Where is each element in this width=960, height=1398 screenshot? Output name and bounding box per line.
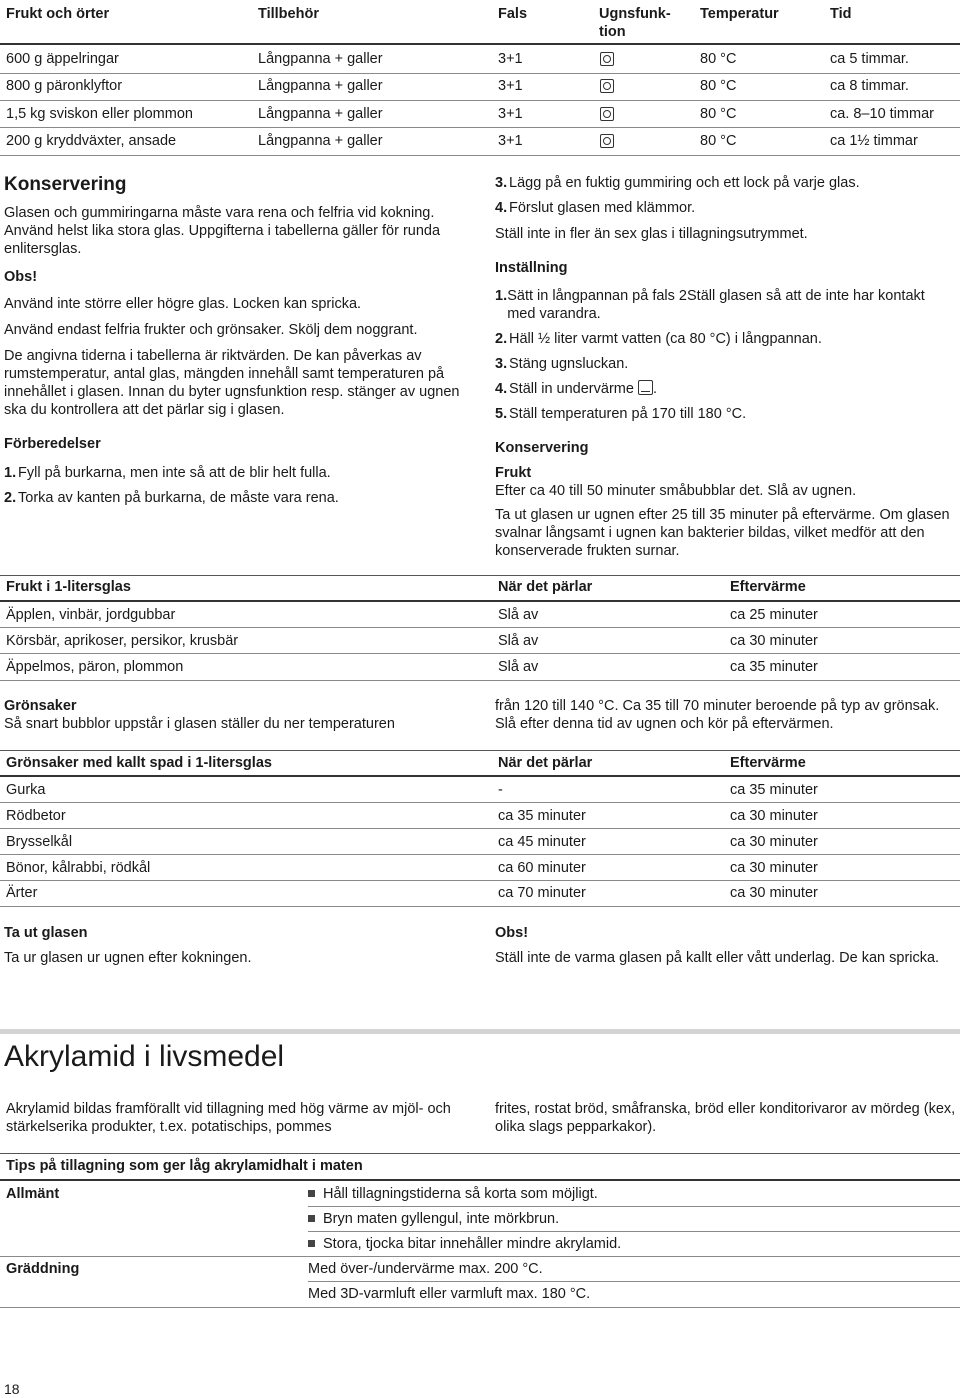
- row-rule: [0, 906, 960, 907]
- page-title: Akrylamid i livsmedel: [4, 1040, 285, 1073]
- setting-step: 2. Häll ½ liter varmt vatten (ca 80 °C) i långpannan.: [495, 331, 822, 347]
- prep-step: 2. Torka av kanten på burkarna, de måste vara rena.: [4, 490, 339, 506]
- row-rule: [0, 73, 960, 74]
- prep-step: 4. Förslut glasen med klämmor.: [495, 200, 696, 216]
- tips-header: Tips på tillagning som ger låg akrylamidhalt i maten: [6, 1158, 363, 1174]
- row-rule: [0, 100, 960, 101]
- row-rule: [0, 1307, 960, 1308]
- fan-icon: [600, 134, 614, 148]
- vegetables-left: [4, 697, 464, 733]
- table-rule: [0, 1179, 960, 1181]
- take-out-left: [4, 924, 464, 967]
- vegetables-text: från 120 till 140 °C. Ca 35 till 70 minuter beroende på typ av grönsak. Slå efter denna tid av ugnen och kör på eftervärmen.: [495, 698, 940, 732]
- col-header-fruit: Frukt och örter: [6, 6, 110, 22]
- col-header-temperature: Temperatur: [700, 6, 779, 22]
- max-jars-text: Ställ inte in fler än sex glas i tillagningsutrymmet.: [495, 226, 808, 242]
- vegetables-text: Så snart bubblor uppstår i glasen ställer du ner temperaturen: [4, 716, 395, 732]
- acrylamide-text: frites, rostat bröd, småfranska, bröd eller konditorivaror av mördeg (kex, olika slags pepparkakor).: [495, 1101, 956, 1135]
- bullet-icon: [308, 1215, 315, 1222]
- konservering-right: [495, 174, 957, 560]
- bullet-icon: [308, 1190, 315, 1197]
- setting-step: 3. Stäng ugnsluckan.: [495, 356, 629, 372]
- obs-text: Ställ inte de varma glasen på kallt eller vått underlag. De kan spricka.: [495, 950, 940, 966]
- baking-label: Gräddning: [6, 1261, 80, 1277]
- table-rule: [0, 600, 960, 602]
- col-header-when-pearls: När det pärlar: [498, 579, 593, 595]
- konservering-subtitle: Konservering: [495, 440, 589, 456]
- row-rule: [308, 1206, 960, 1207]
- col-header-when-pearls: När det pärlar: [498, 755, 593, 771]
- section-title: Konservering: [4, 174, 127, 195]
- table-rule: [0, 1153, 960, 1154]
- general-label: Allmänt: [6, 1186, 60, 1202]
- setting-step: 4. Ställ in undervärme .: [495, 381, 657, 397]
- acrylamide-text: Akrylamid bildas framförallt vid tillagning med hög värme av mjöl- och stärkelserika produkter, t.ex. potatischips, pommes: [6, 1101, 451, 1135]
- table-rule: [0, 43, 960, 45]
- row-rule: [0, 155, 960, 156]
- list-item: Med över-/undervärme max. 200 °C.: [308, 1261, 543, 1277]
- col-header-level: Fals: [498, 6, 528, 22]
- list-item: Bryn maten gyllengul, inte mörkbrun.: [308, 1210, 559, 1228]
- take-out-title: Ta ut glasen: [4, 925, 88, 941]
- vegetables-title: Grönsaker: [4, 698, 77, 714]
- fruit-text: Ta ut glasen ur ugnen efter 25 till 35 minuter på eftervärme. Om glasen svalnar långsamt i ugnen kan bakterier bildas, vilket medför att den konserverade frukten surnar.: [495, 507, 950, 559]
- list-item: Håll tillagningstiderna så korta som möjligt.: [308, 1185, 598, 1203]
- section-bar: [0, 1029, 960, 1034]
- take-out-text: Ta ur glasen ur ugnen efter kokningen.: [4, 950, 252, 966]
- table-row: Äpplen, vinbär, jordgubbar Slå av ca 25 minuter: [6, 607, 818, 623]
- table-row: Gurka - ca 35 minuter: [6, 782, 818, 798]
- table-row: Bönor, kålrabbi, rödkål ca 60 minuter ca 30 minuter: [6, 860, 818, 876]
- row-rule: [0, 653, 960, 654]
- row-rule: [0, 1256, 960, 1257]
- prep-step: 3. Lägg på en fuktig gummiring och ett lock på varje glas.: [495, 175, 860, 191]
- row-rule: [0, 828, 960, 829]
- intro-text: Glasen och gummiringarna måste vara rena och felfria vid kokning. Använd helst lika stora glas. Uppgifterna i tabellerna gäller för runda enlitersglas.: [4, 205, 441, 257]
- fruit-text: Efter ca 40 till 50 minuter småbubblar det. Slå av ugnen.: [495, 483, 857, 499]
- fruit-title: Frukt: [495, 465, 532, 481]
- col-header-fruit-jar: Frukt i 1-litersglas: [6, 579, 131, 595]
- table-rule: [0, 750, 960, 751]
- setting-title: Inställning: [495, 260, 568, 276]
- table-row: Äppelmos, päron, plommon Slå av ca 35 minuter: [6, 659, 818, 675]
- row-rule: [0, 802, 960, 803]
- row-rule: [0, 854, 960, 855]
- acrylamide-left: [6, 1100, 466, 1136]
- obs-label: Obs!: [4, 269, 38, 285]
- row-rule: [0, 627, 960, 628]
- page-number: 18: [4, 1381, 20, 1397]
- list-item: Stora, tjocka bitar innehåller mindre akrylamid.: [308, 1235, 621, 1253]
- table-row: 800 g päronklyftor Långpanna + galler 3+1 80 °C ca 8 timmar.: [6, 78, 909, 94]
- list-item: Med 3D-varmluft eller varmluft max. 180 °C.: [308, 1286, 591, 1302]
- col-header-time: Tid: [830, 6, 852, 22]
- prep-step: 1. Fyll på burkarna, men inte så att de blir helt fulla.: [4, 465, 331, 481]
- col-header-accessory: Tillbehör: [258, 6, 319, 22]
- fan-icon: [600, 79, 614, 93]
- col-header-veg-jar: Grönsaker med kallt spad i 1-litersglas: [6, 755, 272, 771]
- setting-step: 5. Ställ temperaturen på 170 till 180 °C.: [495, 406, 747, 422]
- table-rule: [0, 775, 960, 777]
- table-rule: [0, 575, 960, 576]
- row-rule: [0, 880, 960, 881]
- obs-text: Använd inte större eller högre glas. Locken kan spricka.: [4, 296, 362, 312]
- table-row: 200 g kryddväxter, ansade Långpanna + galler 3+1 80 °C ca 1½ timmar: [6, 133, 918, 149]
- acrylamide-right: [495, 1100, 957, 1136]
- col-header-after-heat: Eftervärme: [730, 755, 806, 771]
- row-rule: [308, 1281, 960, 1282]
- bullet-icon: [308, 1240, 315, 1247]
- table-row: Ärter ca 70 minuter ca 30 minuter: [6, 885, 818, 901]
- row-rule: [0, 127, 960, 128]
- table-row: Körsbär, aprikoser, persikor, krusbär Slå av ca 30 minuter: [6, 633, 818, 649]
- obs-label: Obs!: [495, 925, 529, 941]
- bottom-heat-icon: [638, 380, 653, 395]
- table-row: Brysselkål ca 45 minuter ca 30 minuter: [6, 834, 818, 850]
- konservering-left: [4, 174, 464, 507]
- fan-icon: [600, 107, 614, 121]
- col-header-after-heat: Eftervärme: [730, 579, 806, 595]
- paragraph: De angivna tiderna i tabellerna är riktvärden. De kan påverkas av rumstemperatur, antal glas, mängden innehåll samt temperaturen på innehållet i glasen. Innan du byter ugnsfunktion resp. stänger av ugnen ska du kontrollera att det pärlar sig i glasen.: [4, 348, 460, 418]
- prep-title: Förberedelser: [4, 436, 101, 452]
- vegetables-right: [495, 697, 957, 733]
- fan-icon: [600, 52, 614, 66]
- row-rule: [0, 680, 960, 681]
- table-row: Rödbetor ca 35 minuter ca 30 minuter: [6, 808, 818, 824]
- take-out-right: [495, 924, 957, 967]
- table-row: 1,5 kg sviskon eller plommon Långpanna + galler 3+1 80 °C ca. 8–10 timmar: [6, 106, 934, 122]
- col-header-function: Ugnsfunk- tion: [599, 6, 671, 40]
- setting-step: 1. Sätt in långpannan på fals 2Ställ glasen så att de inte har kontakt med varandra.: [495, 288, 925, 322]
- row-rule: [308, 1231, 960, 1232]
- paragraph: Använd endast felfria frukter och grönsaker. Skölj dem noggrant.: [4, 322, 418, 338]
- table-row: 600 g äppelringar Långpanna + galler 3+1 80 °C ca 5 timmar.: [6, 51, 909, 67]
